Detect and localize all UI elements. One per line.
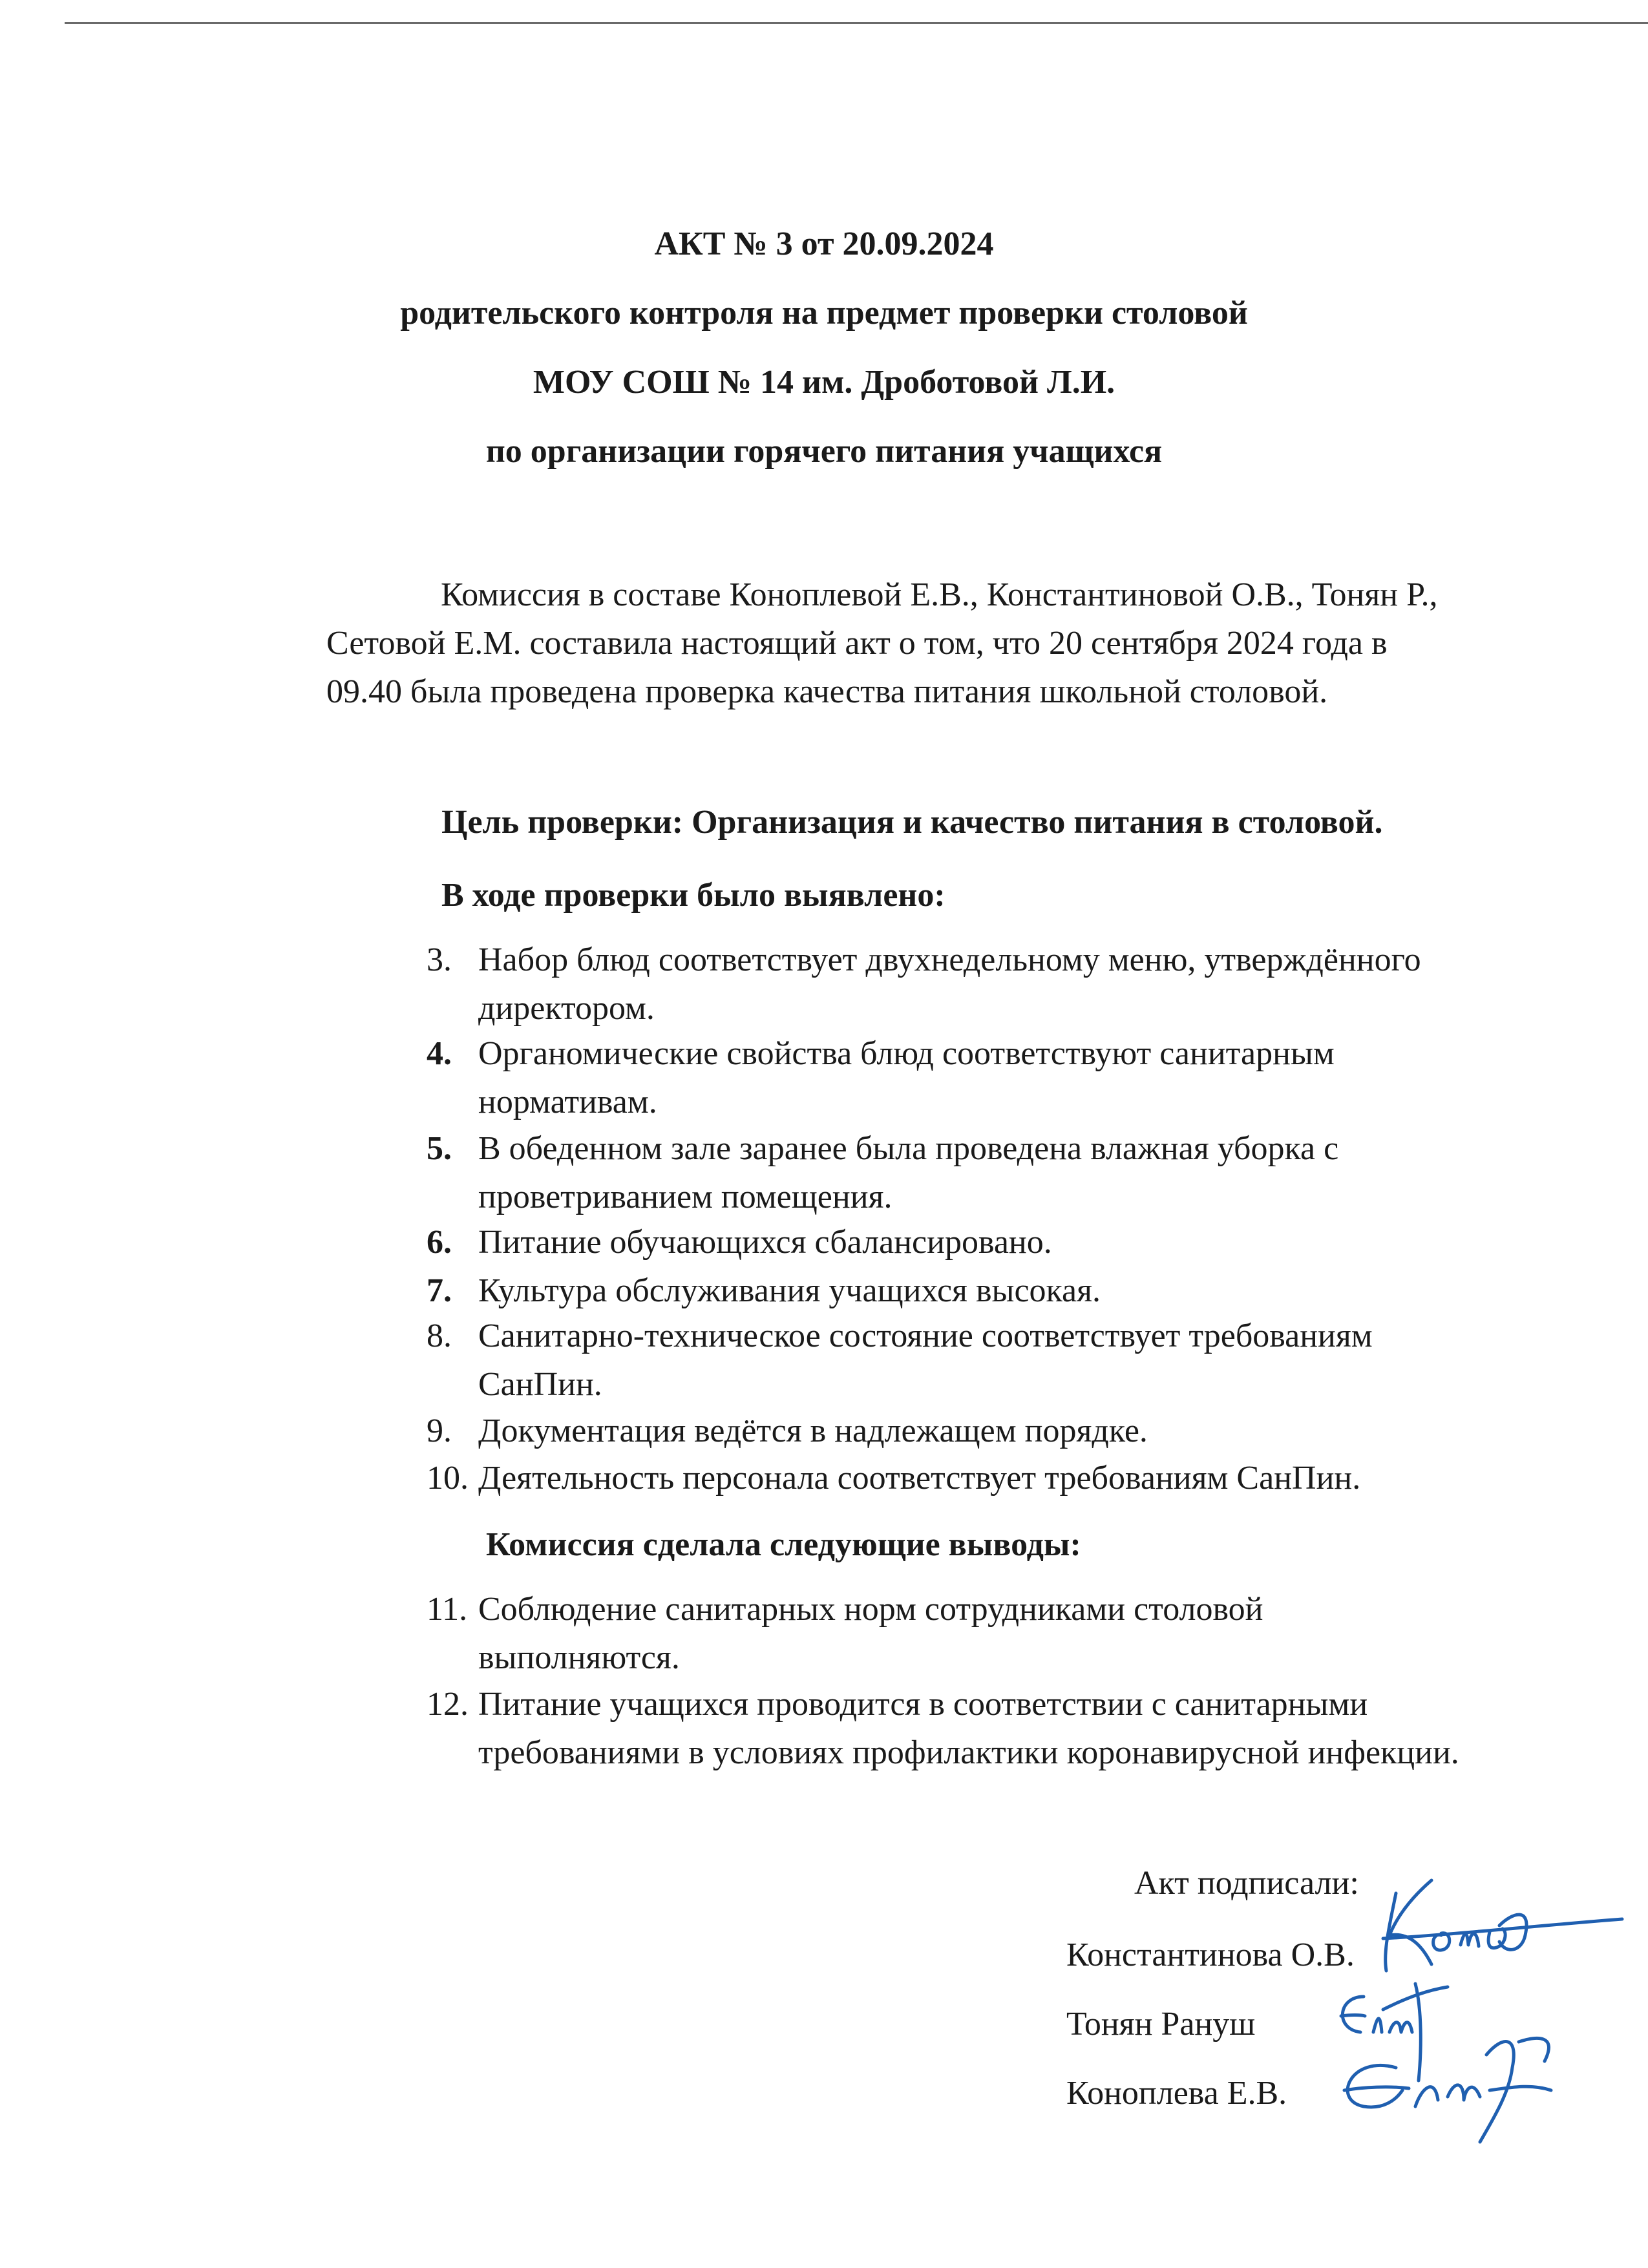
goal-statement: Цель проверки: Организация и качество питания в столовой. <box>441 804 1383 841</box>
finding-text: Документация ведётся в надлежащем порядке. <box>478 1412 1148 1449</box>
finding-text-cont: проветриванием помещения. <box>478 1179 893 1215</box>
conclusion-item <box>427 1680 1459 1777</box>
finding-number: 4. <box>427 1035 452 1072</box>
conclusions-heading: Комиссия сделала следующие выводы: <box>486 1526 1081 1563</box>
finding-text: Санитарно-техническое состояние соответствует требованиям <box>478 1318 1373 1354</box>
act-subtitle-3: по организации горячего питания учащихся <box>485 433 1163 470</box>
finding-item <box>427 1266 1101 1315</box>
conclusion-number: 12. <box>427 1686 469 1723</box>
finding-text-cont: нормативам. <box>478 1084 657 1120</box>
signatory-name: Коноплева Е.В. <box>1066 2075 1287 2112</box>
finding-text: Деятельность персонала соответствует требованиям СанПин. <box>478 1460 1361 1496</box>
finding-item <box>427 1029 1335 1126</box>
finding-text: Питание обучающихся сбалансировано. <box>478 1224 1052 1261</box>
act-title: АКТ № 3 от 20.09.2024 <box>654 226 994 262</box>
finding-text: Органомические свойства блюд соответствуют санитарным <box>478 1035 1335 1072</box>
signatures-heading: Акт подписали: <box>1134 1865 1359 1902</box>
finding-number: 6. <box>427 1224 452 1261</box>
finding-item <box>427 1218 1052 1266</box>
finding-item <box>427 1454 1360 1502</box>
signatory-name: Константинова О.В. <box>1066 1937 1355 1973</box>
finding-number: 10. <box>427 1460 469 1496</box>
conclusion-text: Питание учащихся проводится в соответствии с санитарными <box>478 1686 1368 1723</box>
finding-number: 8. <box>427 1318 452 1354</box>
findings-heading: В ходе проверки было выявлено: <box>441 877 945 914</box>
signature-konopleva-icon <box>1325 2029 1583 2152</box>
finding-number: 7. <box>427 1272 452 1309</box>
conclusion-text-cont: требованиями в условиях профилактики коронавирусной инфекции. <box>478 1734 1459 1771</box>
conclusion-text-cont: выполняются. <box>478 1639 680 1676</box>
finding-number: 3. <box>427 941 452 978</box>
intro-line-2: Сетовой Е.М. составила настоящий акт о том, что 20 сентября 2024 года в <box>326 625 1388 662</box>
finding-number: 5. <box>427 1130 452 1167</box>
finding-item <box>427 1407 1148 1455</box>
finding-text: Набор блюд соответствует двухнедельному меню, утверждённого <box>478 941 1421 978</box>
finding-text-cont: СанПин. <box>478 1366 602 1403</box>
conclusion-text: Соблюдение санитарных норм сотрудниками столовой <box>478 1591 1263 1628</box>
finding-item <box>427 1124 1338 1221</box>
conclusion-number: 11. <box>427 1591 468 1628</box>
finding-text: Культура обслуживания учащихся высокая. <box>478 1272 1101 1309</box>
signature-konstantinova-icon <box>1370 1874 1629 1984</box>
finding-number: 9. <box>427 1412 452 1449</box>
finding-item <box>427 936 1421 1033</box>
conclusion-item <box>427 1585 1263 1682</box>
finding-text: В обеденном зале заранее была проведена влажная уборка с <box>478 1130 1339 1167</box>
finding-item <box>427 1312 1373 1409</box>
scan-edge-line <box>65 22 1648 24</box>
finding-text-cont: директором. <box>478 990 655 1027</box>
act-subtitle-2: МОУ СОШ № 14 им. Дроботовой Л.И. <box>533 364 1115 401</box>
intro-line-3: 09.40 была проведена проверка качества питания школьной столовой. <box>326 673 1328 710</box>
signatory-name: Тонян Рануш <box>1066 2006 1256 2042</box>
act-subtitle-1: родительского контроля на предмет проверки столовой <box>400 295 1248 331</box>
intro-line-1: Комиссия в составе Коноплевой Е.В., Константиновой О.В., Тонян Р., <box>441 576 1438 613</box>
